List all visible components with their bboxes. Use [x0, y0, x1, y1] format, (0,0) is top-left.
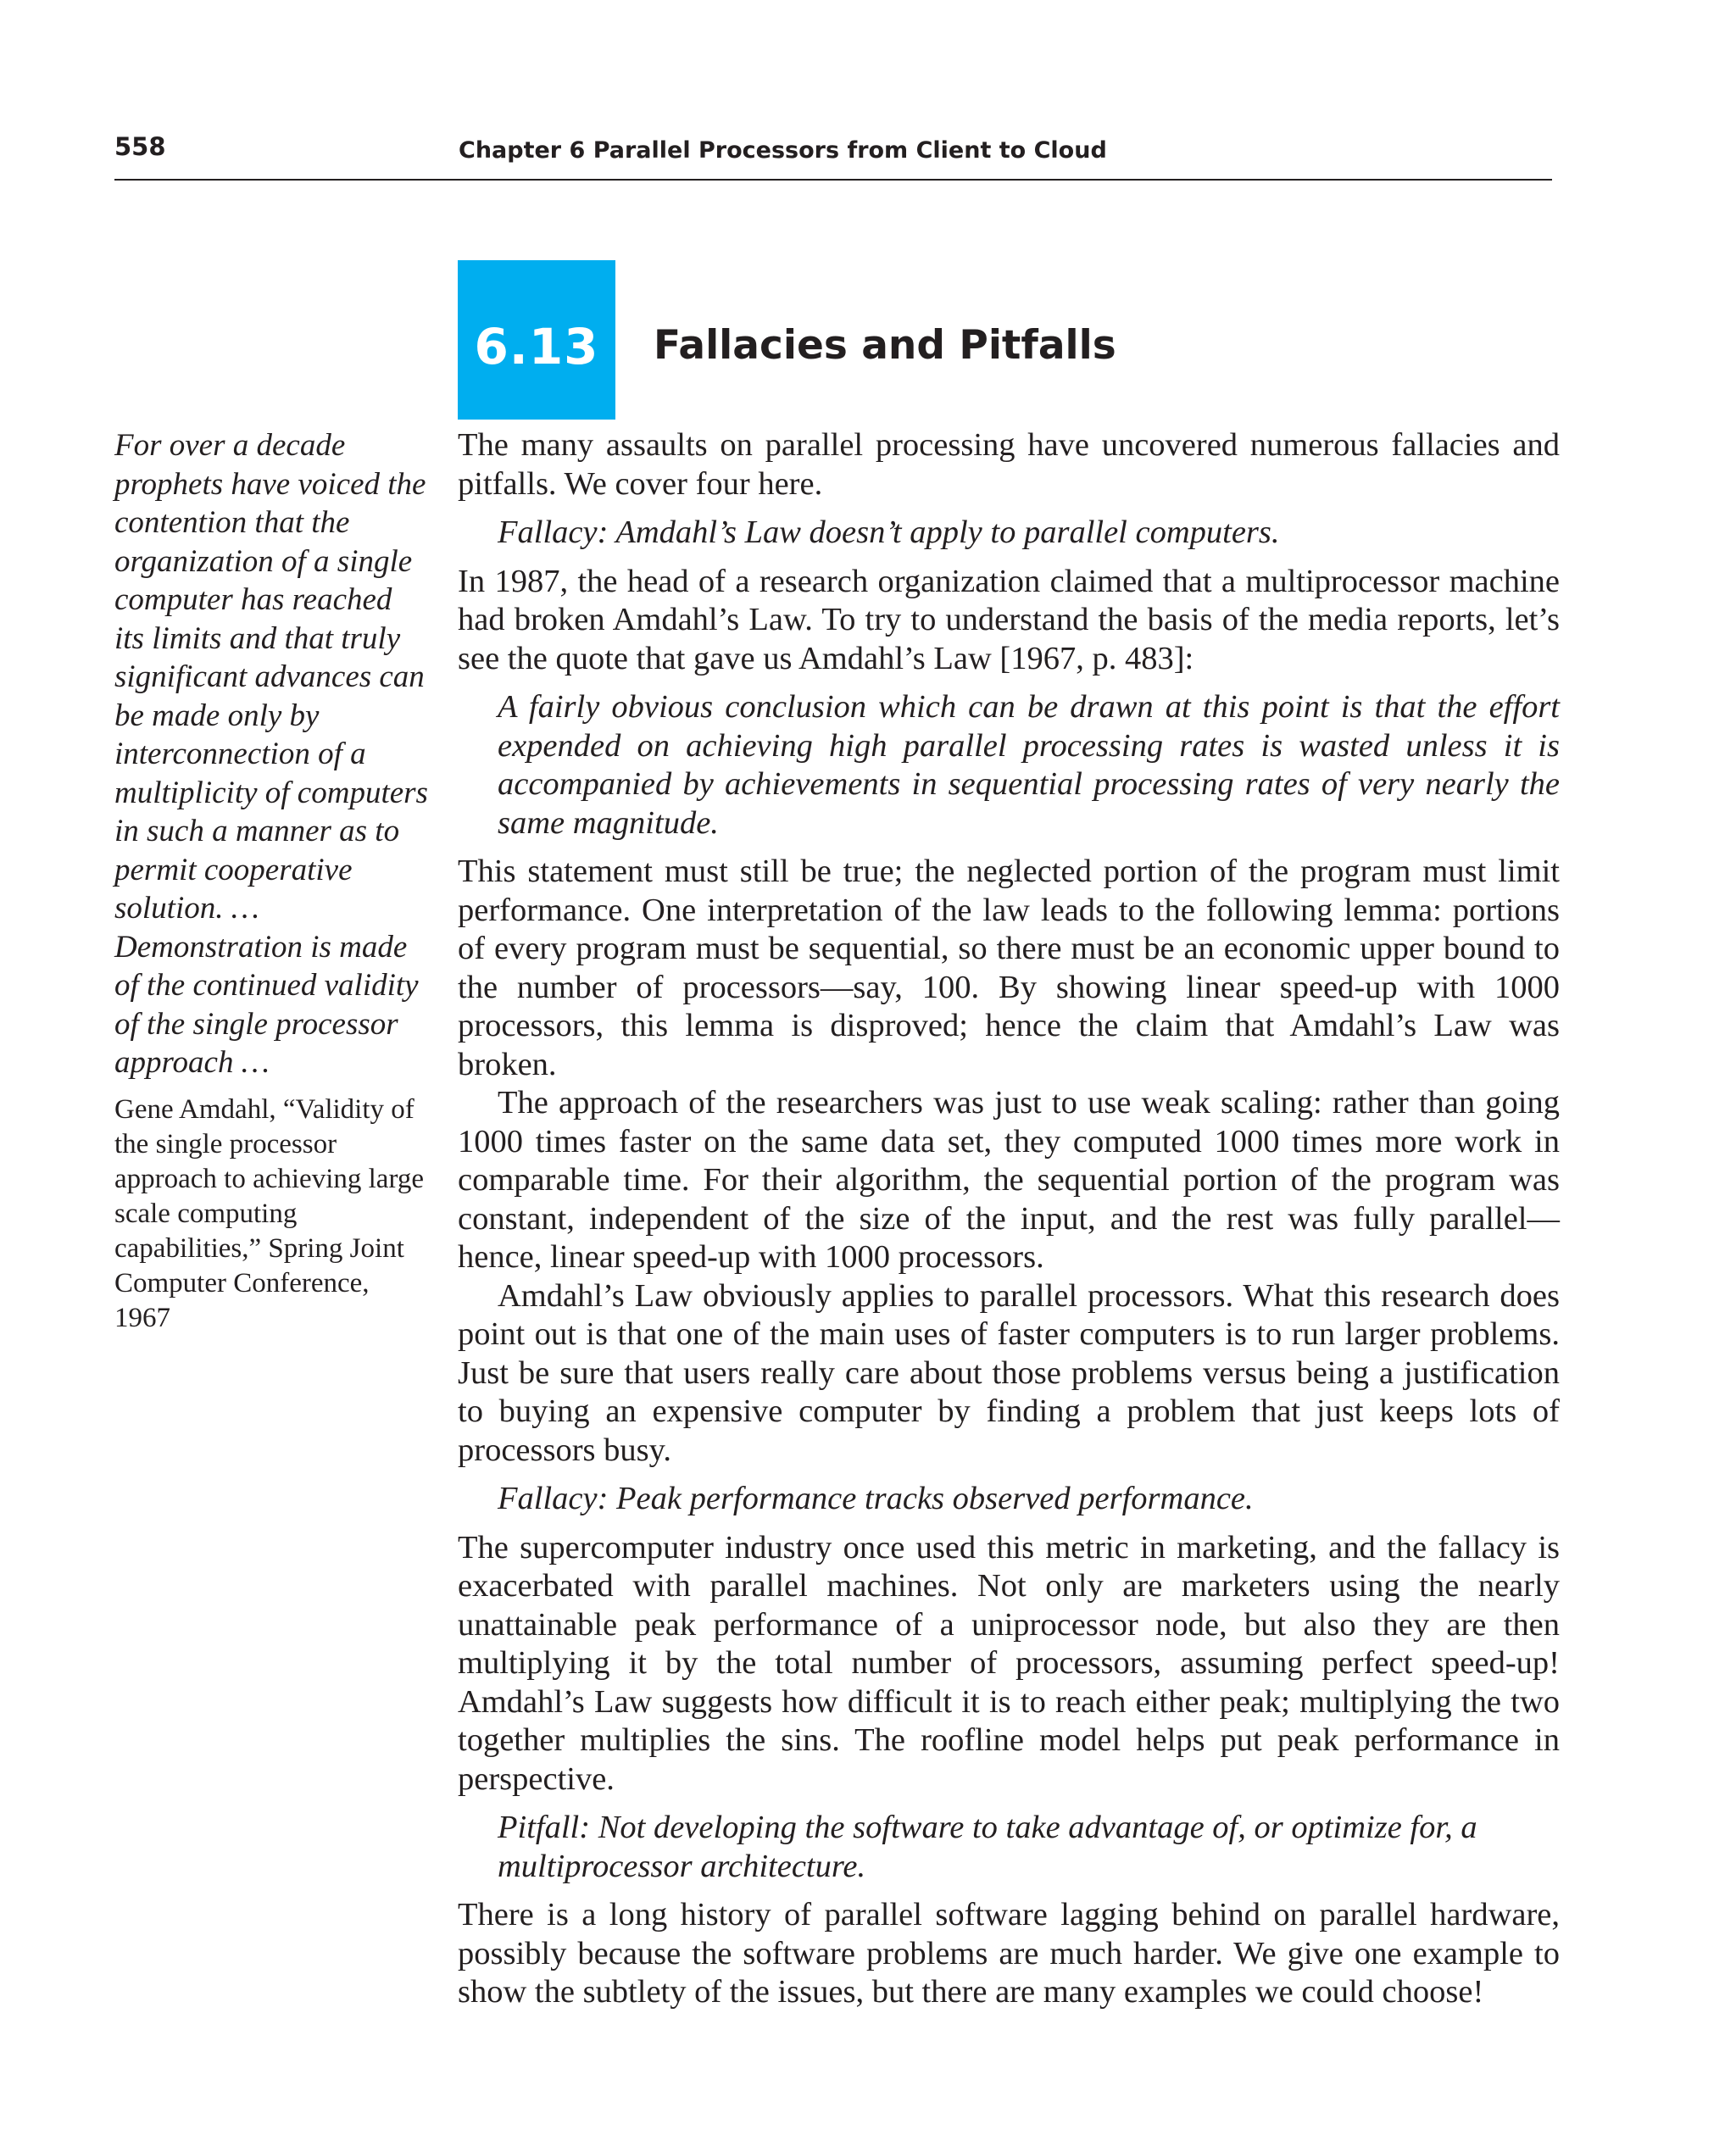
- section-title: Fallacies and Pitfalls: [654, 322, 1116, 369]
- body-paragraph: The supercomputer industry once used this metric in marketing, and the fallacy is exacerbated with parallel machines. Not only are marketers using the nearly unattainable peak performance of a uniprocessor node, but also they are then multiplying it by the total number of processors, assuming perfect speed-up! Amdahl’s Law suggests how difficult it is to reach either peak; multiplying the two together multiplies the sins. The roofline model helps put peak performance in perspective.: [458, 1529, 1560, 1797]
- main-text: [458, 426, 1560, 2012]
- margin-citation: Gene Amdahl, “Validity of the single processor approach to achieving large scale computing capabilities,” Spring Joint Computer Conference, 1967: [114, 1093, 424, 1333]
- body-paragraph: There is a long history of parallel software lagging behind on parallel hardware, possibly because the software problems are much harder. We give one example to show the subtlety of the issues, but there are many examples we could choose!: [458, 1897, 1560, 2010]
- header-rule: [114, 179, 1552, 181]
- chapter-title: Chapter 6 Parallel Processors from Client to Cloud: [459, 137, 1107, 164]
- margin-note: [114, 426, 428, 1336]
- body-paragraph: This statement must still be true; the neglected portion of the program must limit performance. One interpretation of the law leads to the following lemma: portions of every program must be sequential, so there must be an economic upper bound to the number of processors—say, 100. By showing linear speed-up with 1000 processors, this lemma is disproved; hence the claim that Amdahl’s Law was broken.: [458, 854, 1560, 1082]
- amdahl-quote: A fairly obvious conclusion which can be drawn at this point is that the effort expended on achieving high parallel processing rates is wasted unless it is accompanied by achievements in sequential processing rates of very nearly the same magnitude.: [498, 689, 1560, 841]
- page-number: 558: [114, 132, 166, 161]
- pitfall-heading: Pitfall: Not developing the software to take advantage of, or optimize for, a multiprocessor architecture.: [498, 1810, 1477, 1884]
- running-head: [114, 129, 1552, 176]
- margin-quote: For over a decade prophets have voiced the contention that the organization of a single computer has reached its limits and that truly significant advances can be made only by interconnection of a multiplicity of computers in such a manner as to permit cooperative solution. …Demonstration is made of the continued validity of the single processor approach …: [114, 428, 428, 1080]
- fallacy-heading: Fallacy: Amdahl’s Law doesn’t apply to parallel computers.: [498, 514, 1280, 550]
- intro-paragraph: The many assaults on parallel processing have uncovered numerous fallacies and pitfalls. We cover four here.: [458, 427, 1560, 502]
- section-number: 6.13: [474, 318, 599, 375]
- body-paragraph: Amdahl’s Law obviously applies to parallel processors. What this research does point out is that one of the main uses of faster computers is to run larger problems. Just be sure that users really care about those problems versus being a justification to buying an expensive computer by finding a problem that just keeps lots of processors busy.: [458, 1277, 1560, 1468]
- body-paragraph: In 1987, the head of a research organization claimed that a multiprocessor machine had broken Amdahl’s Law. To try to understand the basis of the media reports, let’s see the quote that gave us Amdahl’s Law [1967, p. 483]:: [458, 563, 1560, 676]
- fallacy-heading: Fallacy: Peak performance tracks observed performance.: [498, 1481, 1254, 1516]
- section-number-box: [458, 260, 615, 420]
- body-paragraph: The approach of the researchers was just to use weak scaling: rather than going 1000 times faster on the same data set, they computed 1000 times more work in comparable time. For their algorithm, the sequential portion of the program was constant, independent of the size of the input, and the rest was fully parallel—hence, linear speed-up with 1000 processors.: [458, 1085, 1560, 1275]
